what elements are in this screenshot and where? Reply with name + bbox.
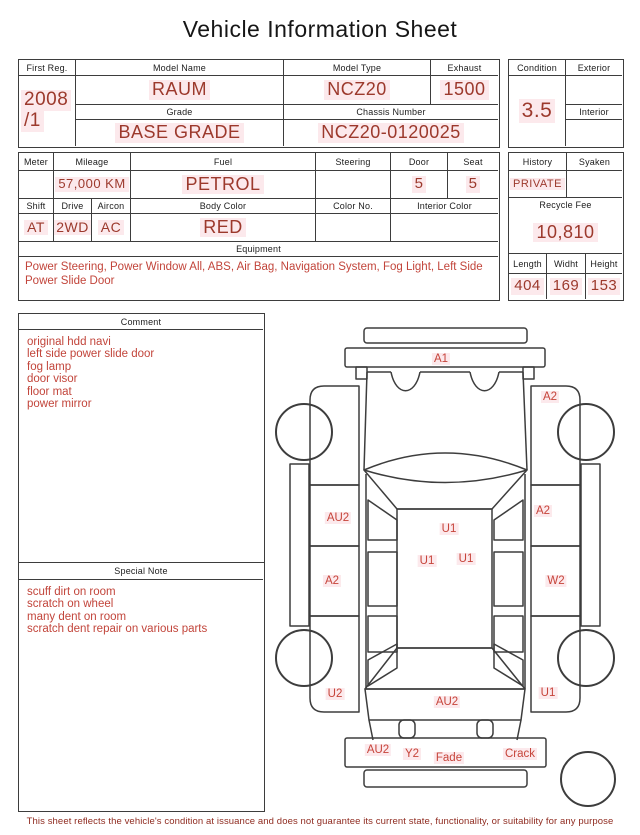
left-front-window [368,552,397,606]
page-title: Vehicle Information Sheet [182,16,458,42]
right-front-quarter-window [494,500,523,540]
history-label: History [509,153,567,171]
damage-label-crack-rear-bumper: Crack [504,748,536,760]
condition-value: 3.5 [509,76,566,146]
height-label: Height [586,254,622,274]
chassis-number-value: NCZ20-0120025 [284,120,498,146]
shift-label: Shift [19,199,54,214]
damage-label-au2-tailgate: AU2 [435,696,459,708]
first-reg-value: 2008 /1 [19,76,76,146]
grade-label: Grade [76,105,284,120]
rear-right-wheel [558,630,614,686]
special-note-line: scuff dirt on room [27,586,116,598]
equipment-label: Equipment [19,242,498,257]
special-note-line: many dent on room [27,610,127,623]
width-label: Widht [547,254,586,274]
exterior-label: Exterior [566,60,622,76]
seat-value: 5 [448,171,498,199]
fuel-label: Fuel [131,153,316,171]
damage-label-w2-right-rear-door: W2 [547,575,565,587]
interior-label: Interior [566,105,622,120]
chassis-number-label: Chassis Number [284,105,498,120]
right-sill [581,464,600,626]
syaken-label: Syaken [567,153,622,171]
rear-window [365,648,525,689]
damage-label-u1-roof-left: U1 [419,555,435,567]
windshield [364,453,527,483]
rear-tab-left [399,720,415,738]
model-name-label: Model Name [76,60,284,76]
model-type-label: Model Type [284,60,431,76]
damage-label-a1-front-bumper: A1 [433,353,449,365]
recycle-fee-label: Recycle Fee [539,200,592,210]
condition-label: Condition [509,60,566,76]
exhaust-value: 1500 [431,76,498,105]
length-value: 404 [509,274,547,299]
hood-right-edge [523,372,527,470]
damage-label-y2-rear-bumper: Y2 [404,748,420,760]
damage-label-u1-right-quarter: U1 [540,687,556,699]
comment-line: floor mat [27,385,72,398]
body-color-label: Body Color [131,199,316,214]
left-sill [290,464,309,626]
front-bumper-tab-right [523,367,534,379]
right-rear-quarter-window [494,644,523,686]
comment-label: Comment [19,314,263,330]
drive-label: Drive [54,199,92,214]
rear-bottom-strip [364,770,527,787]
meter-label: Meter [19,153,54,171]
damage-label-u2-left-quarter: U2 [327,688,343,700]
mileage-value: 57,000 KM [54,171,131,199]
comment-line: left side power slide door [27,348,155,361]
tailgate-sides [369,720,521,740]
steering-label: Steering [316,153,391,171]
comment-line: fog lamp [27,360,72,373]
damage-label-a2-right-door: A2 [535,505,551,517]
seat-label: Seat [448,153,498,171]
door-label: Door [391,153,448,171]
left-front-fender [310,386,359,485]
damage-label-au2-rear-bumper: AU2 [366,744,390,756]
right-headlight [470,372,499,391]
rear-tab-right [477,720,493,738]
color-no-label: Color No. [316,199,391,214]
model-type-value: NCZ20 [284,76,431,105]
height-value: 153 [586,274,622,299]
front-bumper-tab-left [356,367,367,379]
door-value: 5 [391,171,448,199]
interior-color-label: Interior Color [391,199,498,214]
special-note-label: Special Note [19,563,263,580]
fuel-value: PETROL [131,171,316,199]
comment-line: original hdd navi [27,336,111,348]
spare-tire [561,752,615,806]
front-right-wheel [558,404,614,460]
drive-value: 2WD [54,214,92,242]
hood-left-edge [364,372,367,470]
aircon-value: AC [92,214,131,242]
damage-label-u1-roof-front: U1 [441,523,457,535]
special-note-line: scratch dent repair on various parts [27,623,208,636]
aircon-label: Aircon [92,199,131,214]
disclaimer-text: This sheet reflects the vehicle's condition at issuance and does not guarantee its current state, functionality, or suitability for any purpose [26,816,614,827]
damage-label-u1-roof-right: U1 [458,553,474,565]
exhaust-label: Exhaust [431,60,498,76]
front-top-strip [364,328,527,343]
damage-label-au2-left-door: AU2 [326,512,350,524]
special-note-line: scratch on wheel [27,598,114,611]
comment-line: door visor [27,373,78,386]
width-value: 169 [547,274,586,299]
right-front-window [494,552,523,606]
front-left-wheel [276,404,332,460]
left-front-quarter-window [368,500,397,540]
damage-label-a2-left-rear-door: A2 [324,575,340,587]
mileage-label: Mileage [54,153,131,171]
rear-left-wheel [276,630,332,686]
length-label: Length [509,254,547,274]
damage-label-a2-right-fender: A2 [542,391,558,403]
shift-value: AT [19,214,54,242]
model-name-value: RAUM [76,76,284,105]
grade-value: BASE GRADE [76,120,284,146]
equipment-value: Power Steering, Power Window All, ABS, Air Bag, Navigation System, Fog Light, Left Side Power Slide Door [25,261,483,287]
damage-label-fade-rear-bumper: Fade [435,752,463,764]
history-value: PRIVATE [509,171,567,198]
first-reg-label: First Reg. [19,60,76,76]
left-headlight [391,372,420,391]
body-color-value: RED [131,214,316,242]
comment-line: power mirror [27,398,92,411]
recycle-fee-value: 10,810 [509,212,622,254]
